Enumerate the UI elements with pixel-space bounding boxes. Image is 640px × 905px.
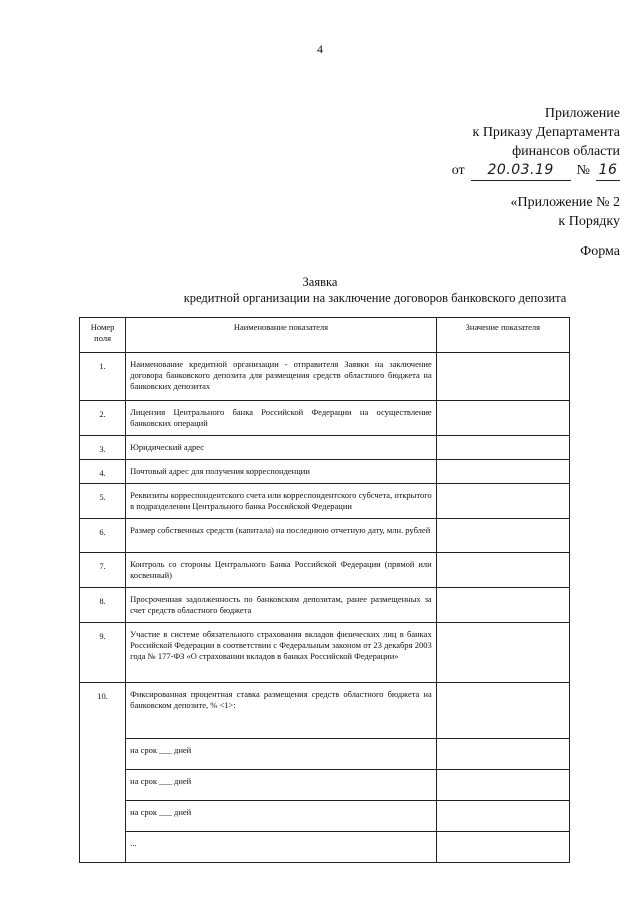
row-text: Наименование кредитной организации - отправителя Заявки на заключение договора банковского депозита для размещения средств областного бюджета на банковских депозитах: [126, 353, 437, 401]
table-row: [80, 553, 570, 588]
row-number: 4.: [80, 460, 126, 484]
row-number: 5.: [80, 484, 126, 519]
handwritten-date: 20.03.19: [471, 161, 571, 181]
date-prefix: от: [451, 163, 465, 178]
row-value: [436, 683, 569, 739]
term-row: [80, 770, 570, 801]
table-row: [80, 623, 570, 683]
term-text: ...: [126, 832, 437, 863]
row-text: Почтовый адрес для получения корреспонденции: [126, 460, 437, 484]
title-line2: кредитной организации на заключение договоров банковского депозита: [183, 291, 567, 305]
appendix-block: [452, 104, 620, 181]
form-label: Форма: [580, 244, 620, 259]
row-value: [436, 553, 569, 588]
row-number: 10.: [80, 683, 126, 863]
appendix-date-line: [452, 161, 620, 181]
header-indicator-name: Наименование показателя: [126, 318, 437, 353]
appendix2-procedure: к Порядку: [558, 214, 620, 229]
term-text: на срок ___ дней: [126, 770, 437, 801]
header-indicator-value: Значение показателя: [436, 318, 569, 353]
table-row: [80, 519, 570, 553]
table-row: [80, 460, 570, 484]
title-line1: Заявка: [302, 275, 338, 289]
header-field-number: Номер поля: [80, 318, 126, 353]
row-text: Просроченная задолженность по банковским депозитам, ранее размещенных за счет средств областного бюджета: [126, 588, 437, 623]
term-row: [80, 832, 570, 863]
appendix-department: финансов области: [512, 144, 620, 159]
table-row: [80, 353, 570, 401]
table-header-row: [80, 318, 570, 353]
table-row: [80, 588, 570, 623]
appendix2-block: [511, 193, 621, 231]
row-text: Фиксированная процентная ставка размещения средств областного бюджета на банковском депозите, % <1>:: [126, 683, 437, 739]
number-sign: №: [576, 163, 590, 178]
term-row: [80, 739, 570, 770]
row-number: 9.: [80, 623, 126, 683]
application-table: [79, 317, 570, 863]
row-number: 1.: [80, 353, 126, 401]
table-row: [80, 436, 570, 460]
row-text: Контроль со стороны Центрального Банка Российской Федерации (прямой или косвенный): [126, 553, 437, 588]
term-value: [436, 801, 569, 832]
table-row: [80, 401, 570, 436]
row-number: 2.: [80, 401, 126, 436]
page-number: 4: [317, 42, 323, 56]
appendix-title: Приложение: [544, 106, 620, 121]
handwritten-number: 16: [596, 161, 620, 181]
row-number: 7.: [80, 553, 126, 588]
row-text: Юридический адрес: [126, 436, 437, 460]
term-row: [80, 801, 570, 832]
row-text: Участие в системе обязательного страхования вкладов физических лиц в банках Российской Федерации в соответствии с Федеральным законом от 23 декабря 2003 года № 177-ФЗ «О страховании вкладов в банках Российской Федерации»: [126, 623, 437, 683]
row-value: [436, 484, 569, 519]
row-text: Лицензия Центрального банка Российской Федерации на осуществление банковских операций: [126, 401, 437, 436]
table-row: [80, 683, 570, 739]
row-value: [436, 353, 569, 401]
row-value: [436, 436, 569, 460]
row-text: Размер собственных средств (капитала) на последнюю отчетную дату, млн. рублей: [126, 519, 437, 553]
term-value: [436, 770, 569, 801]
document-title: [0, 274, 640, 306]
row-value: [436, 460, 569, 484]
term-text: на срок ___ дней: [126, 801, 437, 832]
row-value: [436, 588, 569, 623]
term-value: [436, 739, 569, 770]
term-value: [436, 832, 569, 863]
row-text: Реквизиты корреспондентского счета или корреспондентского субсчета, открытого в подразделении Центрального банка Российской Федерации: [126, 484, 437, 519]
row-value: [436, 519, 569, 553]
row-value: [436, 623, 569, 683]
table-row: [80, 484, 570, 519]
row-number: 8.: [80, 588, 126, 623]
appendix2-title: «Приложение № 2: [510, 195, 620, 210]
row-number: 6.: [80, 519, 126, 553]
row-number: 3.: [80, 436, 126, 460]
term-text: на срок ___ дней: [126, 739, 437, 770]
appendix-order-ref: к Приказу Департамента: [472, 125, 620, 140]
row-value: [436, 401, 569, 436]
